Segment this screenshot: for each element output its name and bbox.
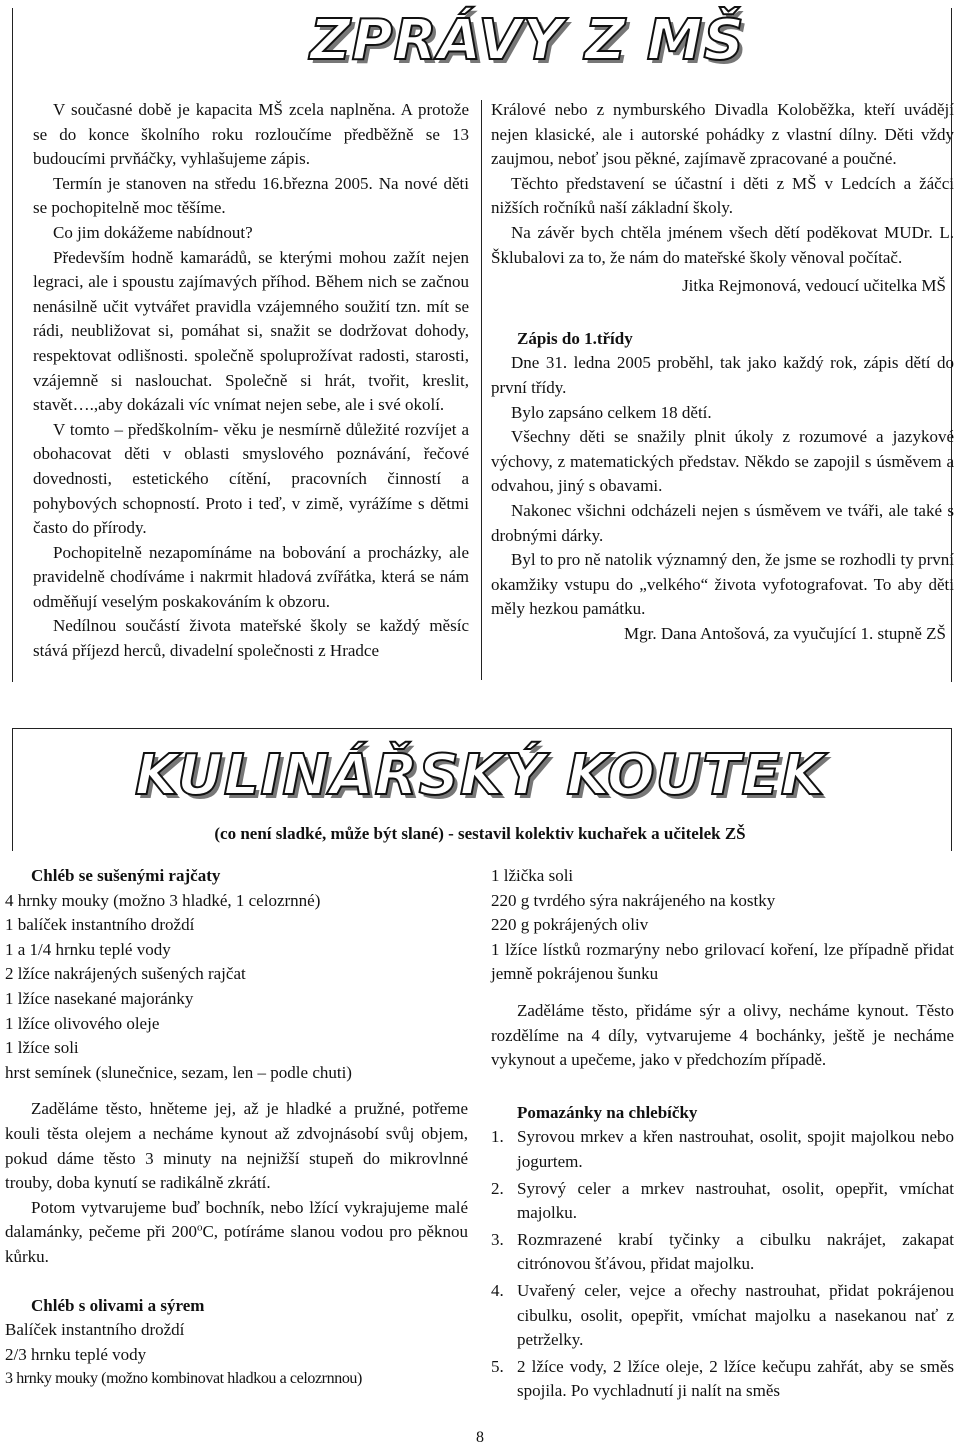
enrollment-heading: Zápis do 1.třídy <box>517 328 633 348</box>
spread-list <box>491 1125 954 1404</box>
kitchen-subtitle: (co není sladké, může být slané) - sestavil kolektiv kuchařek a učitelek ZŠ <box>214 824 746 843</box>
list-item <box>491 1177 954 1226</box>
list-number: 2. <box>491 1178 504 1198</box>
news-left-column <box>33 98 469 664</box>
enrollment-paragraph: Dne 31. ledna 2005 proběhl, tak jako každý rok, zápis dětí do první třídy. <box>491 353 954 397</box>
news-paragraph: Termín je stanoven na středu 16.března 2005. Na nové děti se pochopitelně moc těšíme. <box>33 173 469 218</box>
enrollment-paragraph: Bylo zapsáno celkem 18 dětí. <box>511 402 712 422</box>
ingredient: 1 lžíce nasekané majoránky <box>5 988 194 1008</box>
kitchen-right-column <box>491 864 954 1406</box>
enrollment-paragraph: Nakonec všichni odcházeli nejen s úsměvem ve tváři, ale také s drobnými dárky. <box>491 500 954 545</box>
list-text: Syrový celer a mrkev nastrouhat, osolit, opepřit, vmíchat majolku. <box>517 1178 954 1223</box>
news-paragraph: Především hodně kamarádů, se kterými mohou zažít nejen legraci, ale i spoustu zajímavých příhod. Během nich se začnou nenásilně učit vytvářet pravidla vzájemného soužití tzn. mít se rádi, neubližovat si, pomáhat si, snažit se dodržovat dohody, respektovat odlišnosti. společně spoluprožívat radosti, starosti, vzájemně si naslouchat. Společně si hrát, tvořit, kreslit, stavět….,aby dokázali víc vnímat nejen sebe, ale i své okolí. <box>33 247 469 415</box>
list-item <box>491 1125 954 1174</box>
recipe-title: Pomazánky na chlebíčky <box>517 1102 698 1122</box>
list-number: 3. <box>491 1229 504 1249</box>
news-paragraph: Na závěr bych chtěla jménem všech dětí poděkovat MUDr. L. Šklubalovi za to, že nám do mateřské školy věnoval počítač. <box>491 222 954 267</box>
news-paragraph: V současné době je kapacita MŠ zcela naplněna. A protože se do konce školního roku rozloučíme předběžně se 13 budoucími prvňáčky, vyhlašujeme zápis. <box>33 100 469 169</box>
ingredient: 1 lžíce lístků rozmarýny nebo grilovací koření, lze případně přidat jemně pokrájenou šunku <box>491 939 954 984</box>
news-section-title: ZPRÁVY Z MŠ <box>310 8 745 73</box>
ingredient: Balíček instantního droždí <box>5 1320 185 1340</box>
recipe-method: Zaděláme těsto, hněteme jej, až je hladké a pružné, potřeme kouli těsta olejem a necháme kynout až zdvojnásobí svůj objem, pokud dáme těsto 3 minuty na nejnižší stupeň do mikrovlnné trouby, doba kynutí se radikálně zkrátí. <box>5 1099 468 1193</box>
list-item <box>491 1279 954 1353</box>
recipe-method <box>5 1196 468 1270</box>
ingredient: 1 a 1/4 hrnku teplé vody <box>5 939 171 959</box>
news-paragraph: Co jim dokážeme nabídnout? <box>53 222 253 242</box>
list-text: Rozmrazené krabí tyčinky a cibulku nakrájet, zakapat citrónovou šťávou, přidat majolku. <box>517 1229 954 1274</box>
page-number: 8 <box>476 1429 484 1446</box>
recipe-method-part: C, potíráme slanou vodou pro pěknou kůrku. <box>5 1222 468 1266</box>
ingredient: 2/3 hrnku teplé vody <box>5 1344 147 1364</box>
list-number: 5. <box>491 1356 504 1376</box>
column-divider <box>481 100 482 680</box>
ingredient: 1 balíček instantního droždí <box>5 915 195 935</box>
recipe-method-part: Potom vytvarujeme buď bochník, nebo lžící vykrajujeme malé dalamánky, pečeme při 200 <box>5 1197 468 1242</box>
list-item <box>491 1355 954 1404</box>
ingredient: 1 lžička soli <box>491 866 574 885</box>
news-paragraph: Pochopitelně nezapomínáme na bobování a procházky, ale pravidelně chodíváme i nakrmit hladová zvířátka, která se nám odměňují veselým poskakováním k obzoru. <box>33 542 469 611</box>
ingredient: hrst semínek (slunečnice, sezam, len – podle chuti) <box>5 1062 352 1082</box>
ingredient: 1 lžíce soli <box>5 1038 79 1058</box>
ingredient: 220 g tvrdého sýra nakrájeného na kostky <box>491 890 776 910</box>
news-right-column <box>491 98 954 646</box>
enrollment-paragraph: Všechny děti se snažily plnit úkoly z rozumové a jazykové výchovy, z matematických představ. Někdo se zapojil s úsměvem a odvahou, jiný s obavami. <box>491 427 954 496</box>
list-number: 4. <box>491 1280 504 1300</box>
news-paragraph: Králové nebo z nymburského Divadla Koloběžka, kteří uvádějí nejen klasické, ale i autorské pohádky z vlastní dílny. Děti vždy zaujmou, neboť jsou pěkné, zajímavě zpracované a poučné. <box>491 100 954 169</box>
signature: Jitka Rejmonová, vedoucí učitelka MŠ <box>682 276 946 296</box>
list-text: Syrovou mrkev a křen nastrouhat, osolit, spojit majolkou nebo jogurtem. <box>517 1127 954 1171</box>
ingredient: 220 g pokrájených oliv <box>491 915 649 935</box>
news-paragraph: V tomto – předškolním- věku je nesmírně důležité rozvíjet a obohacovat děti v oblasti smyslového poznávání, řečové dovednosti, estetického cítění, pracovních činností a pohybových schopností. Proto i teď, v zimě, vyrážíme s dětmi často do přírody. <box>33 419 469 538</box>
signature: Mgr. Dana Antošová, za vyučující 1. stupně ZŠ <box>623 623 946 643</box>
ingredient: 2 lžíce nakrájených sušených rajčat <box>5 964 246 984</box>
news-paragraph: Těchto představení se účastní i děti z MŠ v Ledcích a žáčci nižších ročníků naší základní školy. <box>491 173 954 218</box>
recipe-title: Chléb s olivami a sýrem <box>31 1295 205 1315</box>
kitchen-left-column <box>5 864 468 1392</box>
kitchen-section-title: KULINÁŘSKÝ KOUTEK <box>134 743 826 808</box>
list-item <box>491 1228 954 1277</box>
ingredient: 4 hrnky mouky (možno 3 hladké, 1 celozrnné) <box>5 890 321 910</box>
list-number: 1. <box>491 1127 504 1147</box>
ingredient: 1 lžíce olivového oleje <box>5 1013 160 1033</box>
enrollment-paragraph: Byl to pro ně natolik významný den, že jsme se rozhodli ty první okamžiky vstupu do „velkého“ života vyfotografovat. To aby děti měly hezkou památku. <box>491 550 954 619</box>
list-text: Uvařený celer, vejce a ořechy nastrouhat, přidat pokrájenou cibulku, osolit, opepřit, vmíchat majolku a nasekanou nať z petrželky. <box>517 1280 954 1350</box>
list-text: 2 lžíce vody, 2 lžíce oleje, 2 lžíce kečupu zahřát, aby se směs spojila. Po vychladnutí ji nalít na směs <box>517 1356 954 1401</box>
recipe-title: Chléb se sušenými rajčaty <box>31 866 221 885</box>
news-paragraph: Nedílnou součástí života mateřské školy se každý měsíc stává příjezd herců, divadelní společnosti z Hradce <box>33 616 469 661</box>
degree-sign: o <box>196 1221 203 1234</box>
recipe-method: Zaděláme těsto, přidáme sýr a olivy, necháme kynout. Těsto rozdělíme na 4 díly, vytvarujeme 4 bochánky, ještě je necháme vykynout a upečeme, jako v předchozím případě. <box>491 1000 954 1070</box>
ingredient: 3 hrnky mouky (možno kombinovat hladkou a celozrnnou) <box>5 1370 362 1388</box>
